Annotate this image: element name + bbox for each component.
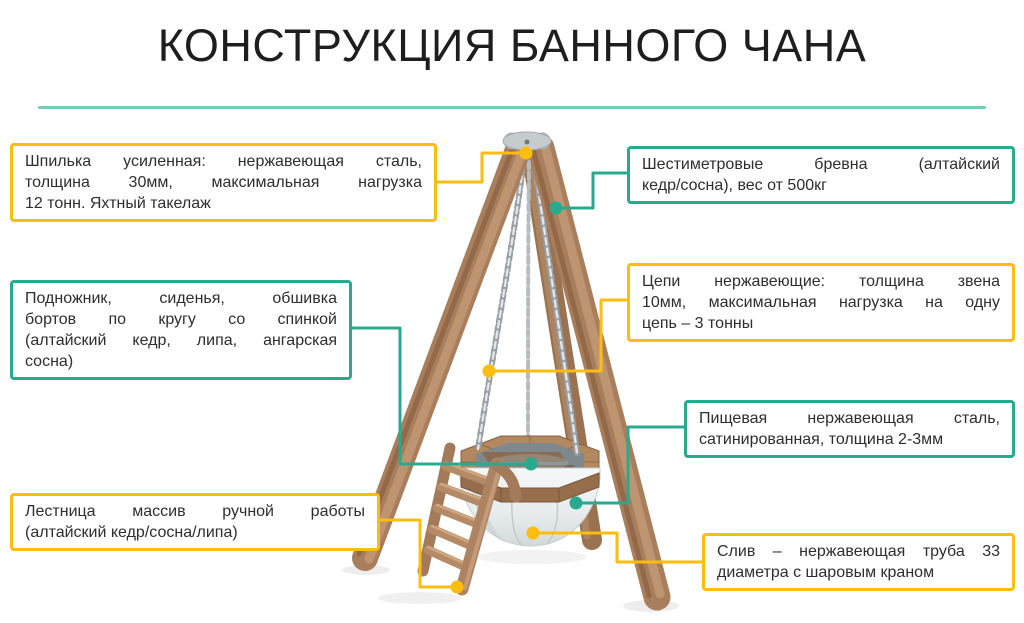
callout-bench-box: Подножник, сиденья, обшивка бортов по кругу со спинкой (алтайский кедр, липа, ангарская сосна) [10, 280, 352, 380]
anchor-dot-logs [550, 202, 563, 215]
callout-chains-box: Цепи нержавеющие: толщина звена 10мм, максимальная нагрузка на одну цепь – 3 тонны [627, 263, 1015, 342]
callout-stud-box: Шпилька усиленная: нержавеющая сталь, толщина 30мм, максимальная нагрузка 12 тонн. Яхтный такелаж [10, 143, 437, 222]
callout-steel-box: Пищевая нержавеющая сталь, сатинированная, толщина 2-3мм [684, 400, 1015, 458]
anchor-dot-ladder [451, 581, 464, 594]
anchor-dot-bench [525, 458, 538, 471]
anchor-dot-drain [527, 527, 540, 540]
callout-drain-box: Слив – нержавеющая труба 33 диаметра с шаровым краном [702, 533, 1015, 591]
anchor-dot-steel [570, 497, 583, 510]
ground-shadows [342, 550, 679, 612]
page-title: КОНСТРУКЦИЯ БАННОГО ЧАНА [157, 20, 867, 71]
callout-ladder-box: Лестница массив ручной работы (алтайский кедр/сосна/липа) [10, 493, 380, 551]
anchor-dot-chains [483, 365, 496, 378]
chain-middle [528, 162, 529, 442]
anchor-dot-stud [520, 147, 533, 160]
callout-logs-box: Шестиметровые бревна (алтайский кедр/сосна), вес от 500кг [627, 146, 1015, 204]
